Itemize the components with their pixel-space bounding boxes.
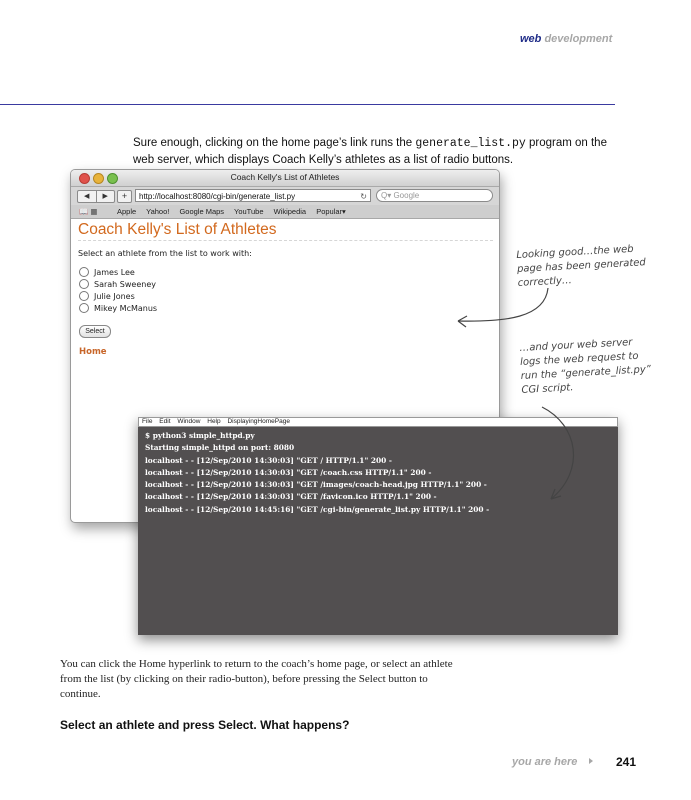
bookmarks-book-grid-icon[interactable]: 📖 ▦ [79, 207, 98, 216]
annotation-server-logs: …and your web server logs the web request to run the “generate_list.py” CGI script. [519, 337, 652, 396]
menu-edit[interactable]: Edit [159, 418, 171, 425]
athlete-option-mikey-mcmanus[interactable] [79, 303, 157, 313]
address-url: http://localhost:8080/cgi-bin/generate_list.py [139, 192, 296, 201]
running-header [520, 33, 612, 45]
terminal-line: localhost - - [12/Sep/2010 14:30:03] "GET / HTTP/1.1" 200 - [145, 455, 392, 465]
header-rule [0, 104, 615, 105]
radio-button[interactable] [79, 267, 89, 277]
bookmark-yahoo[interactable]: Yahoo! [146, 207, 170, 216]
athlete-name: Julie Jones [94, 291, 135, 301]
footer-you-are-here: you are here [512, 756, 578, 768]
athlete-name: James Lee [94, 267, 135, 277]
back-button[interactable]: ◀ [78, 191, 97, 202]
address-bar[interactable] [135, 189, 371, 202]
radio-button[interactable] [79, 303, 89, 313]
home-link[interactable]: Home [79, 347, 107, 357]
bookmark-popular[interactable]: Popular▾ [316, 207, 346, 216]
running-header-highlight: web [520, 33, 542, 45]
terminal-line: localhost - - [12/Sep/2010 14:45:16] "GET /cgi-bin/generate_list.py HTTP/1.1" 200 - [145, 504, 490, 514]
bookmark-apple[interactable]: Apple [117, 207, 137, 216]
forward-button[interactable]: ▶ [102, 193, 108, 200]
page-number: 241 [616, 755, 637, 769]
select-button[interactable]: Select [79, 325, 111, 338]
menu-file[interactable]: File [142, 418, 153, 425]
menu-help[interactable]: Help [207, 418, 221, 425]
search-field[interactable]: Q▾ Google [376, 189, 493, 202]
athlete-name: Mikey McManus [94, 303, 158, 313]
bookmark-items [117, 205, 354, 218]
athlete-name: Sarah Sweeney [94, 279, 156, 289]
radio-button[interactable] [79, 279, 89, 289]
reload-icon[interactable]: ↻ [360, 192, 367, 201]
intro-text-after: program on the web server, which displays Coach Kelly’s athletes as a list of radio buttons. [133, 137, 607, 166]
intro-text-before: Sure enough, clicking on the home page’s link runs the [133, 137, 416, 149]
annotation-looking-good: Looking good…the web page has been generated correctly… [516, 243, 647, 289]
body-paragraph: You can click the Home hyperlink to return to the coach’s home page, or select an athlete from the list (by clicking on their radio-button), before pressing the Select button to continue. [60, 658, 453, 700]
browser-title: Coach Kelly's List of Athletes [230, 172, 340, 182]
athlete-prompt: Select an athlete from the list to work with: [78, 249, 252, 258]
back-forward-buttons [77, 190, 115, 203]
terminal-window [138, 417, 618, 635]
page-divider [78, 240, 493, 241]
browser-toolbar [71, 187, 499, 205]
exercise-question: Select an athlete and press Select. What happens? [60, 718, 350, 732]
intro-paragraph [133, 135, 623, 168]
terminal-line: localhost - - [12/Sep/2010 14:30:03] "GET /favicon.ico HTTP/1.1" 200 - [145, 492, 437, 502]
terminal-line: Starting simple_httpd on port: 8080 [145, 443, 295, 453]
menu-window[interactable]: Window [177, 418, 201, 425]
triangle-right-icon [589, 758, 593, 764]
terminal-line: localhost - - [12/Sep/2010 14:30:03] "GET /images/coach-head.jpg HTTP/1.1" 200 - [145, 480, 487, 490]
add-bookmark-button[interactable]: + [117, 190, 132, 203]
page-heading: Coach Kelly's List of Athletes [78, 221, 277, 238]
terminal-output [145, 430, 489, 516]
terminal-line: localhost - - [12/Sep/2010 14:30:03] "GET /coach.css HTTP/1.1" 200 - [145, 467, 432, 477]
intro-code: generate_list.py [415, 137, 526, 150]
menu-displaying-home-page[interactable]: DisplayingHomePage [227, 418, 290, 425]
bookmark-youtube[interactable]: YouTube [234, 207, 264, 216]
bookmark-wikipedia[interactable]: Wikipedia [273, 207, 307, 216]
athlete-option-james-lee[interactable] [79, 267, 135, 277]
bookmark-google-maps[interactable]: Google Maps [179, 207, 225, 216]
running-header-rest: development [541, 33, 613, 45]
bookmarks-bar [71, 205, 499, 219]
terminal-menubar [138, 417, 618, 427]
terminal-line: $ python3 simple_httpd.py [145, 431, 255, 440]
athlete-option-julie-jones[interactable] [79, 291, 135, 301]
radio-button[interactable] [79, 291, 89, 301]
athlete-option-sarah-sweeney[interactable] [79, 279, 156, 289]
browser-titlebar [71, 170, 499, 187]
